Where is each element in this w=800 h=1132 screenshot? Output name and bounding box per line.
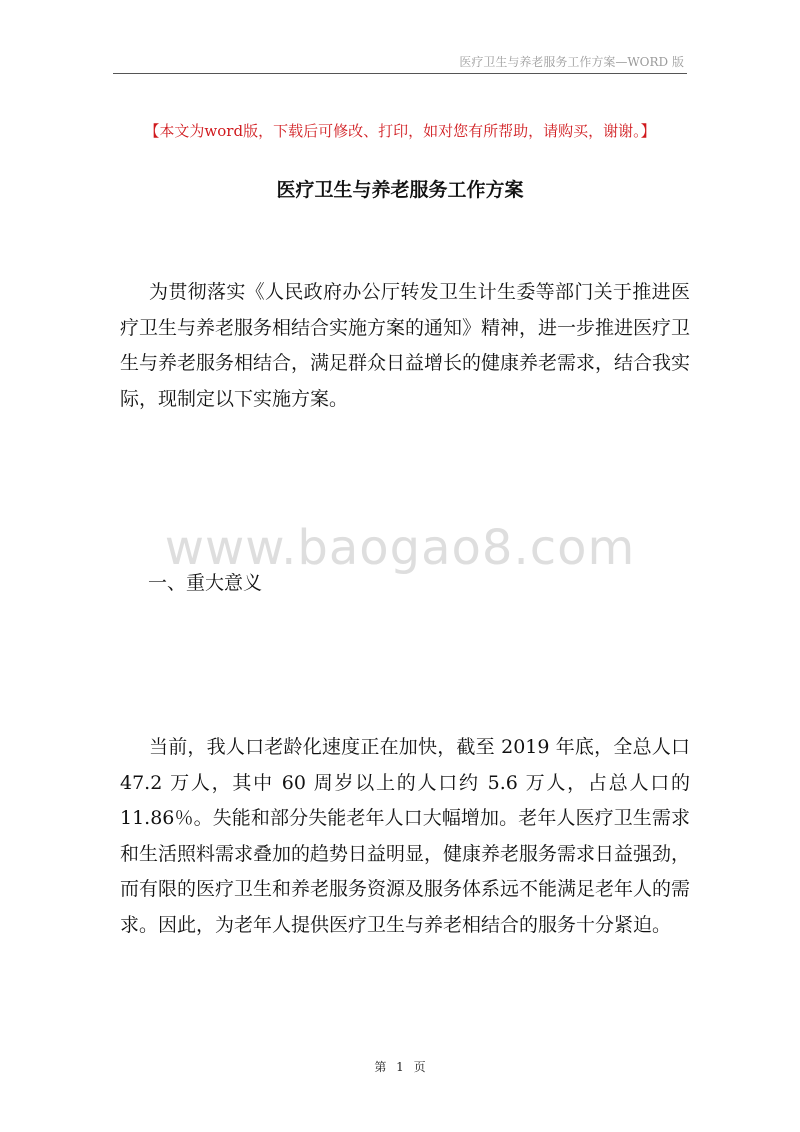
header-divider [113,73,687,74]
document-title: 医疗卫生与养老服务工作方案 [276,179,524,201]
section-heading: 一、重大意义 [148,572,263,594]
page-number: 1 [396,1060,404,1074]
significance-paragraph: 当前，我人口老龄化速度正在加快，截至 2019 年底，全总人口 47.2 万人，其中 60 周岁以上的人口约 5.6 万人，占总人口的 11.86％。失能和部分失能老年人口大幅增加。老年人医疗卫生需求和生活照料需求叠加的趋势日益明显，健康养老服务需求日益强劲，而有限的医疗卫生和养老服务资源及服务体系远不能满足老年人的需求。因此，为老年人提供医疗卫生与养老相结合的服务十分紧迫。 [120,736,691,936]
purchase-notice: 【本文为word版，下载后可修改、打印，如对您有所帮助，请购买，谢谢。】 [144,122,656,140]
intro-paragraph: 为贯彻落实《人民政府办公厅转发卫生计生委等部门关于推进医疗卫生与养老服务相结合实施方案的通知》精神，进一步推进医疗卫生与养老服务相结合，满足群众日益增长的健康养老需求，结合我实际，现制定以下实施方案。 [120,281,691,410]
footer-prefix: 第 [374,1060,387,1074]
footer-suffix: 页 [413,1060,426,1074]
page-footer [0,1058,800,1075]
watermark: www.baogao8.com [164,520,636,576]
running-header: 医疗卫生与养老服务工作方案—WORD 版 [459,55,684,69]
